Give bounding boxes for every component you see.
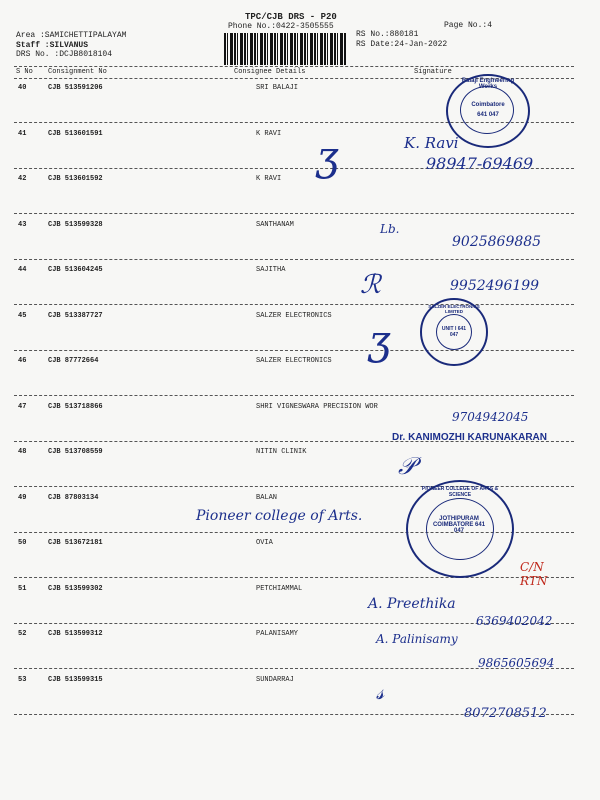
row-sno: 47 (18, 403, 27, 411)
col-signature: Signature (414, 68, 452, 76)
row-consignment: CJB 513601592 (48, 175, 103, 183)
scribble-48: 𝒫 (398, 452, 416, 480)
row-consignee: BALAN (256, 494, 278, 502)
row-consignment: CJB 513708559 (48, 448, 103, 456)
row-divider (14, 577, 574, 578)
phone-52: 9865605694 (478, 656, 555, 670)
doctor-stamp: Dr. KANIMOZHI KARUNAKARAN (392, 432, 547, 443)
rs-number: RS No.:880181 (356, 30, 419, 39)
rs-date: RS Date:24-Jan-2022 (356, 39, 448, 49)
phone-47: 9704942045 (452, 410, 529, 424)
row-sno: 50 (18, 539, 27, 547)
signature-51: A. Preethika (368, 596, 456, 612)
row-sno: 49 (18, 494, 27, 502)
row-consignee: SHRI VIGNESWARA PRECISION WOR (256, 403, 378, 411)
row-consignment: CJB 513599312 (48, 630, 103, 638)
scribble-53: 𝓈 (376, 680, 385, 705)
phone-53: 8072708512 (464, 706, 547, 721)
phone-51: 6369402042 (476, 614, 553, 628)
row-consignment: CJB 513599328 (48, 221, 103, 229)
row-sno: 42 (18, 175, 27, 183)
row-sno: 41 (18, 130, 27, 138)
balaji-stamp-city: Coimbatore (471, 102, 505, 108)
balaji-stamp-pin: 641 047 (477, 112, 499, 118)
row-consignee: SALZER ELECTRONICS (256, 312, 332, 320)
row-divider (14, 350, 574, 351)
row-consignee: SUNDARRAJ (256, 676, 294, 684)
row-consignee: K RAVI (256, 130, 282, 138)
row-sno: 48 (18, 448, 27, 456)
row-consignment: CJB 513601591 (48, 130, 103, 138)
phone-43: 9025869885 (452, 234, 542, 250)
col-consignment: Consignment No (48, 68, 107, 76)
row-consignment: CJB 513599315 (48, 676, 103, 684)
row-consignment: CJB 513387727 (48, 312, 103, 320)
scribble-45: ʒ (368, 318, 391, 364)
page-number: Page No.:4 (444, 21, 493, 30)
staff-label: Staff :SILVANUS (16, 40, 89, 50)
salzer-stamp-center: UNIT I 641 047 (441, 326, 467, 338)
phone-number: Phone No.:0422-3505555 (228, 22, 334, 31)
signature-43: Lb. (380, 222, 400, 236)
row-consignee: PETCHIAMMAL (256, 585, 303, 593)
row-sno: 44 (18, 266, 27, 274)
phone-44: 9952496199 (450, 278, 540, 294)
row-sno: 40 (18, 84, 27, 92)
row-consignee: K RAVI (256, 175, 282, 183)
salzer-stamp (420, 298, 488, 366)
row-consignee: SALZER ELECTRONICS (256, 357, 332, 365)
row-sno: 45 (18, 312, 27, 320)
row-consignment: CJB 513718866 (48, 403, 103, 411)
row-divider (14, 395, 574, 396)
col-sno: S No (16, 68, 33, 76)
row-consignment: CJB 87803134 (48, 494, 99, 502)
barcode (224, 33, 346, 65)
balaji-stamp-name: Balaji Engineering Works (461, 78, 515, 90)
col-consignee: Consignee Details (234, 68, 306, 76)
row-sno: 46 (18, 357, 27, 365)
row-consignee: OVIA (256, 539, 273, 547)
row-consignment: CJB 513599302 (48, 585, 103, 593)
row-consignee: SANTHANAM (256, 221, 294, 229)
pioneer-stamp-name: PIONEER COLLEGE OF ARTS & SCIENCE (421, 486, 499, 498)
row-sno: 43 (18, 221, 27, 229)
scribble-44: ℛ (360, 270, 381, 300)
sheet-title: TPC/CJB DRS - P20 (245, 12, 337, 22)
pioneer-stamp-center: JOTHIPURAM COIMBATORE 641 047 (432, 516, 486, 534)
signature-41: K. Ravi (404, 134, 459, 152)
row-sno: 53 (18, 676, 27, 684)
row-consignee: NITIN CLINIK (256, 448, 307, 456)
row-sno: 51 (18, 585, 27, 593)
row-consignment: CJB 513604245 (48, 266, 103, 274)
row-divider (14, 213, 574, 214)
note-49: Pioneer college of Arts. (196, 508, 363, 524)
phone-41: 98947-69469 (426, 154, 534, 173)
scribble-41: ʒ (316, 134, 339, 180)
row-consignee: PALANISAMY (256, 630, 299, 638)
salzer-stamp-name: SALZER ELECTRONICS LIMITED (428, 304, 480, 314)
row-consignment: CJB 513591206 (48, 84, 103, 92)
row-consignee: SAJITHA (256, 266, 286, 274)
area-label: Area :SAMICHETTIPALAYAM (16, 31, 127, 40)
header-right-block (356, 30, 447, 49)
row-sno: 52 (18, 630, 27, 638)
crn-mark: C/N RTN (520, 560, 548, 588)
signature-52: A. Palinisamy (376, 632, 458, 646)
row-consignee: SRI BALAJI (256, 84, 299, 92)
header-left-block (16, 31, 126, 60)
row-divider (14, 304, 574, 305)
drs-number: DRS No. :DCJB8018104 (16, 50, 113, 59)
header-divider (14, 66, 574, 67)
row-divider (14, 259, 574, 260)
row-consignment: CJB 87772664 (48, 357, 99, 365)
pioneer-stamp (406, 480, 514, 578)
row-consignment: CJB 513672181 (48, 539, 103, 547)
